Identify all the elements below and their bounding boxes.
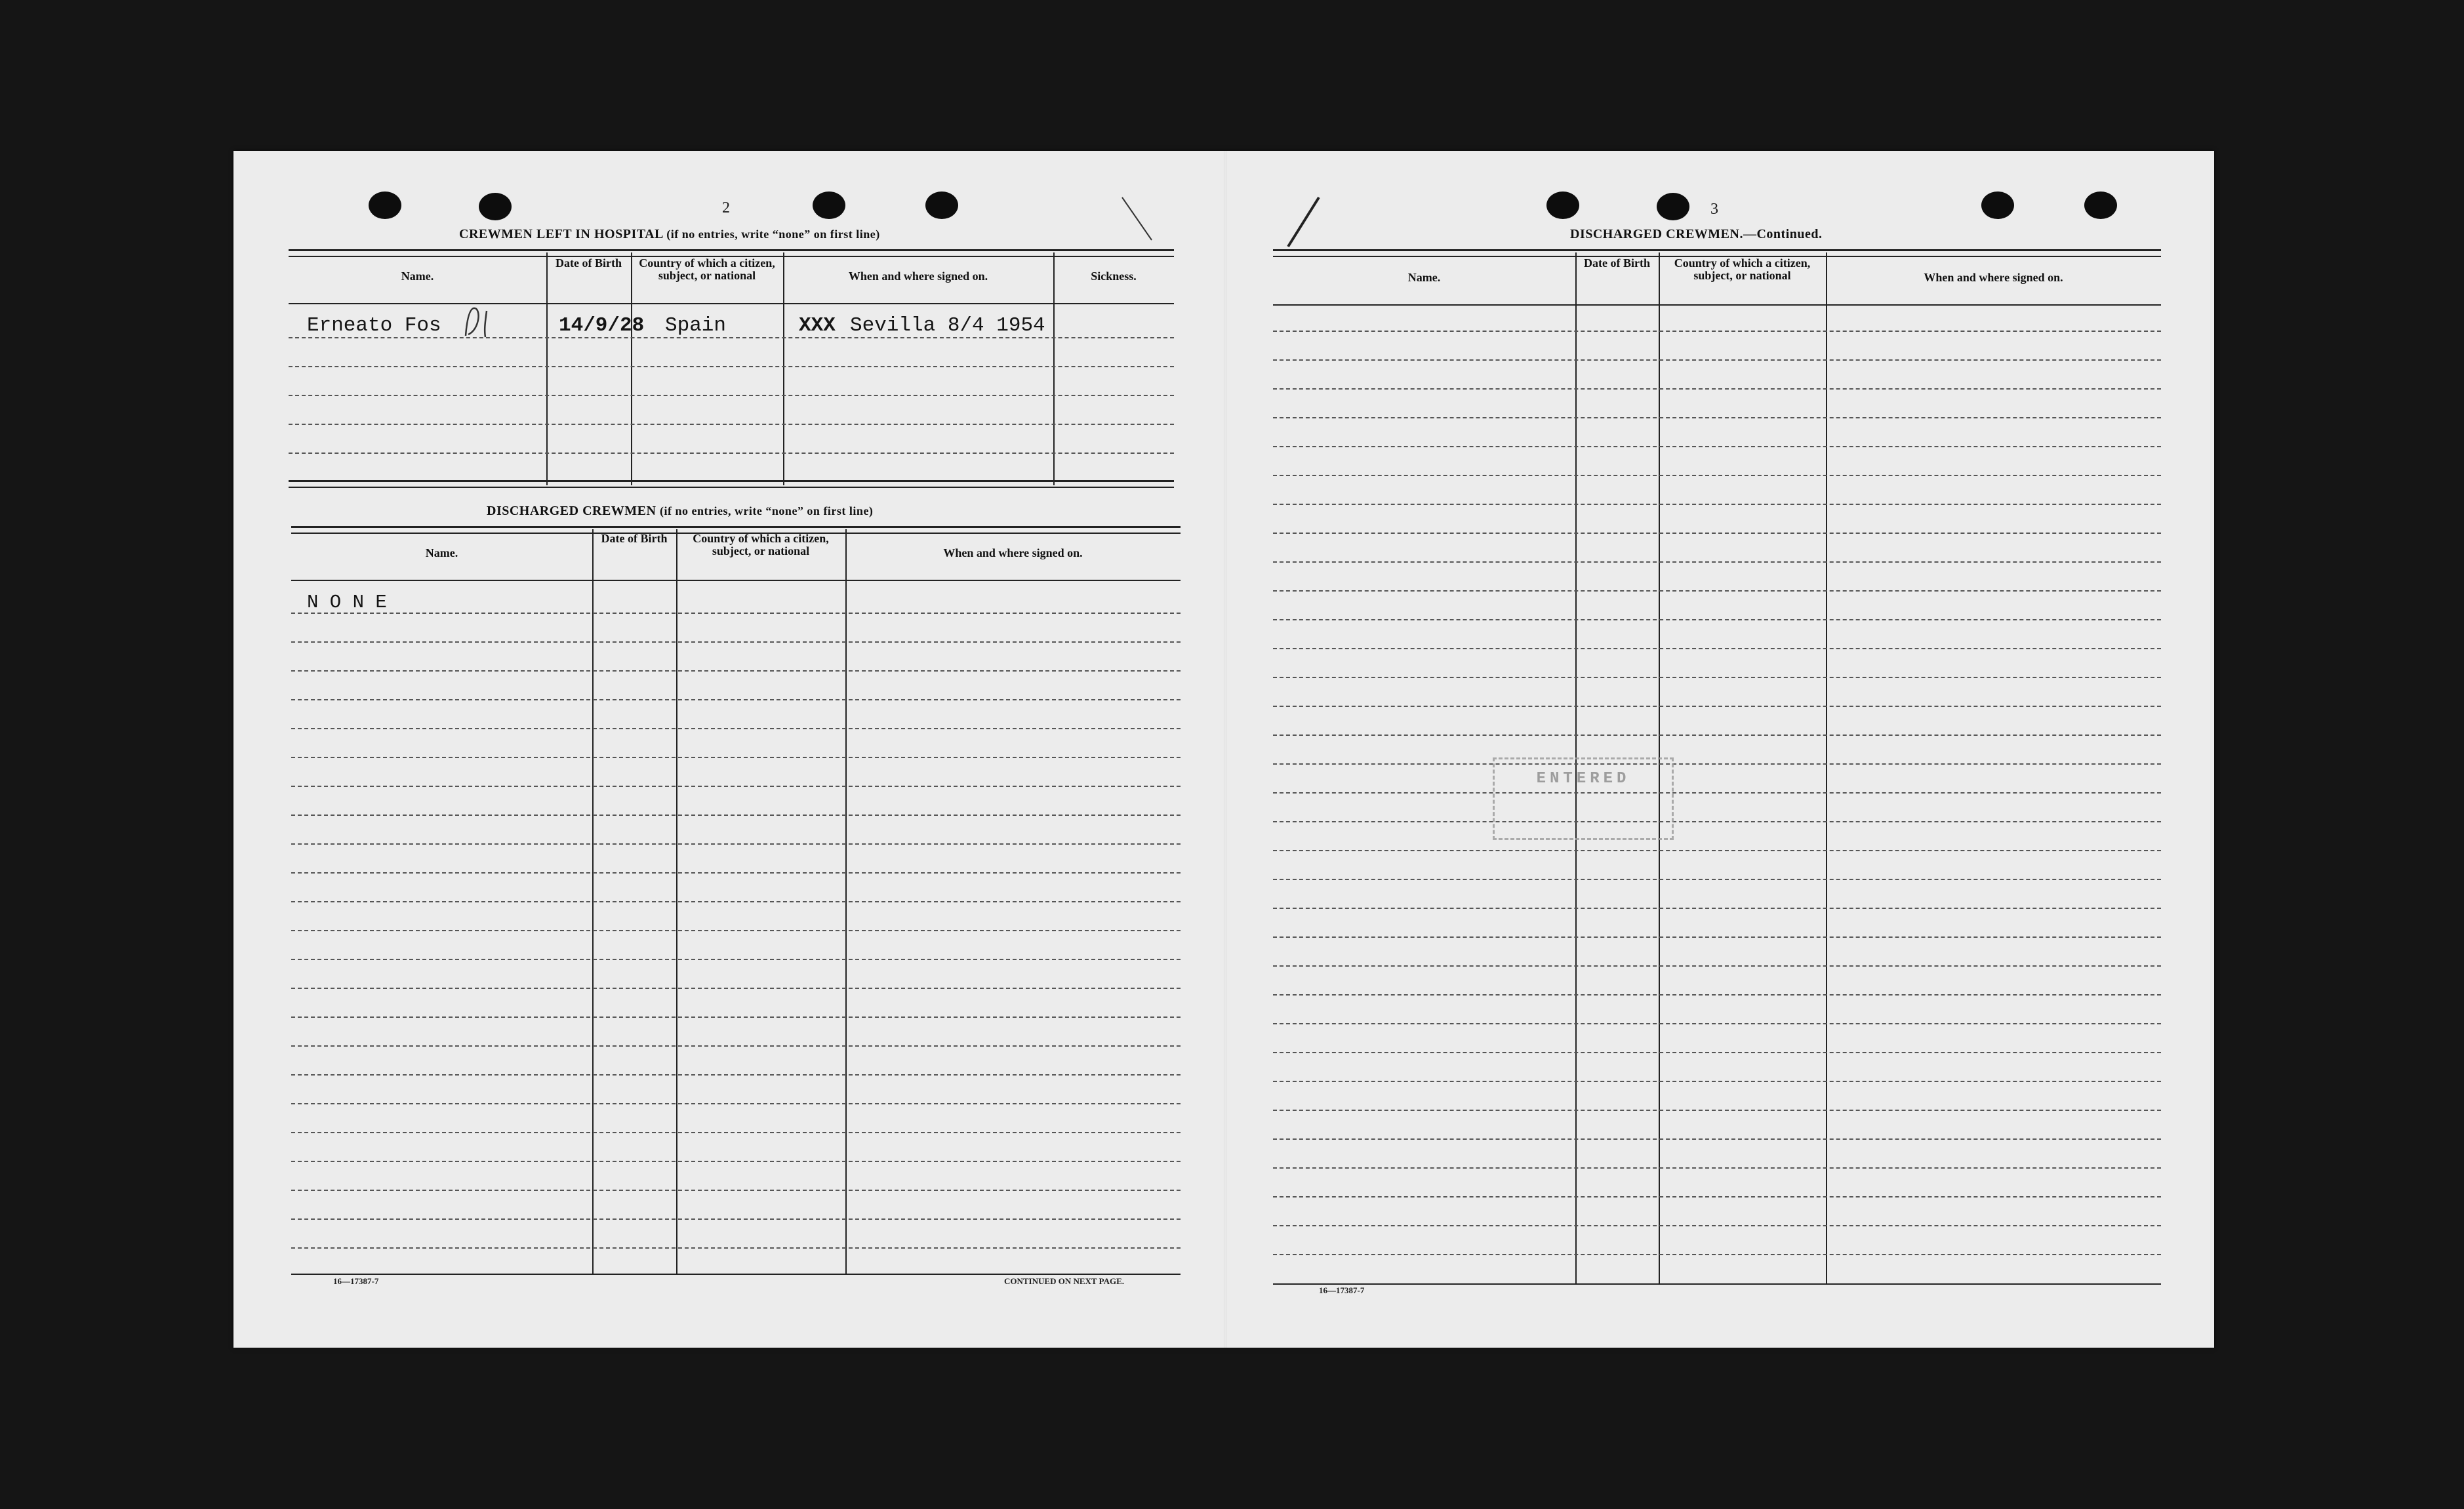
- footer-form-number-left: 16—17387-7: [333, 1276, 379, 1286]
- faded-stamp: ENTERED: [1493, 757, 1674, 840]
- ruled-line: [1273, 388, 2161, 390]
- hospital-entry-dob: 14/9/28: [559, 314, 645, 337]
- ruled-line: [291, 670, 1181, 672]
- ruled-line: [291, 641, 1181, 643]
- hospital-header-country: Country of which a citizen, subject, or national: [639, 256, 775, 282]
- punch-hole: [1657, 193, 1689, 220]
- ruled-line: [291, 1132, 1181, 1133]
- ruled-line: [1273, 533, 2161, 534]
- ruled-line: [291, 757, 1181, 758]
- footer-continued: CONTINUED ON NEXT PAGE.: [1004, 1276, 1124, 1286]
- hospital-entry-signed: Sevilla 8/4 1954: [850, 314, 1045, 337]
- ruled-line: [1273, 821, 2161, 822]
- ruled-line: [291, 1247, 1181, 1249]
- ruled-line: [1273, 1196, 2161, 1197]
- discharged-table-right: [1273, 249, 2161, 1305]
- right-section-title: DISCHARGED CREWMEN.—Continued.: [1570, 227, 1823, 241]
- ruled-line: [291, 699, 1181, 700]
- ruled-line: [291, 901, 1181, 902]
- right-header-country: Country of which a citizen, subject, or national: [1674, 256, 1811, 282]
- punch-hole: [813, 191, 845, 219]
- ruled-line: [1273, 648, 2161, 649]
- hospital-section-title: CREWMEN LEFT IN HOSPITAL (if no entries, write “none” on first line): [459, 227, 880, 241]
- ruled-line: [291, 1103, 1181, 1104]
- ruled-line: [1273, 359, 2161, 361]
- ruled-line: [291, 843, 1181, 845]
- ruled-line: [291, 1045, 1181, 1047]
- ruled-line: [1273, 417, 2161, 418]
- ruled-line: [291, 786, 1181, 787]
- ruled-line: [291, 1218, 1181, 1220]
- ruled-line: [291, 1074, 1181, 1076]
- page-number-left: 2: [722, 199, 730, 216]
- ruled-line: [1273, 879, 2161, 880]
- ruled-line: [1273, 1254, 2161, 1255]
- ruled-line: [1273, 446, 2161, 447]
- hospital-header-dob: Date of Birth: [555, 256, 622, 270]
- ruled-line: [1273, 590, 2161, 592]
- ruled-line: [1273, 792, 2161, 794]
- page-number-right: 3: [1710, 201, 1718, 218]
- right-header-dob: Date of Birth: [1584, 256, 1650, 270]
- hospital-entry-struck: XXX: [799, 314, 836, 337]
- ruled-line: [1273, 1138, 2161, 1140]
- punch-hole: [925, 191, 958, 219]
- discharged-header-dob: Date of Birth: [601, 532, 668, 545]
- ruled-line: [1273, 1167, 2161, 1169]
- hospital-header-signed: When and where signed on.: [848, 270, 988, 283]
- ruled-line: [291, 613, 1181, 614]
- page-fold: [1224, 151, 1226, 1348]
- ruled-line: [291, 872, 1181, 874]
- document-spread: [233, 151, 2214, 1348]
- punch-hole: [1981, 191, 2014, 219]
- ruled-line: [1273, 1081, 2161, 1082]
- ruled-line: [1273, 734, 2161, 736]
- punch-hole: [479, 193, 512, 220]
- punch-hole: [1546, 191, 1579, 219]
- ruled-line: [1273, 331, 2161, 332]
- hospital-header-name: Name.: [401, 270, 434, 283]
- ruled-line: [291, 959, 1181, 960]
- ruled-line: [1273, 1225, 2161, 1226]
- pen-mark: [1119, 194, 1158, 247]
- discharged-header-name: Name.: [425, 546, 458, 559]
- footer-form-number-right: 16—17387-7: [1319, 1285, 1365, 1295]
- ruled-line: [291, 930, 1181, 931]
- discharged-header-signed: When and where signed on.: [943, 546, 1083, 559]
- ruled-line: [1273, 994, 2161, 996]
- ruled-line: [1273, 908, 2161, 909]
- ruled-line: [1273, 706, 2161, 707]
- ruled-line: [291, 815, 1181, 816]
- ruled-line: [1273, 850, 2161, 851]
- ruled-line: [1273, 1023, 2161, 1024]
- ruled-line: [1273, 1110, 2161, 1111]
- ruled-line: [291, 1016, 1181, 1018]
- right-header-name: Name.: [1407, 271, 1441, 284]
- ruled-line: [291, 1161, 1181, 1162]
- ruled-line: [291, 728, 1181, 729]
- hospital-entry-country: Spain: [665, 314, 727, 337]
- discharged-none-entry: N O N E: [307, 592, 387, 613]
- ruled-line: [1273, 677, 2161, 678]
- ruled-line: [1273, 936, 2161, 938]
- ruled-line: [1273, 763, 2161, 765]
- ruled-line: [1273, 504, 2161, 505]
- ruled-line: [1273, 475, 2161, 476]
- ruled-line: [1273, 965, 2161, 967]
- discharged-header-country: Country of which a citizen, subject, or national: [693, 532, 829, 557]
- ruled-line: [1273, 1052, 2161, 1053]
- punch-hole: [2084, 191, 2117, 219]
- punch-hole: [369, 191, 401, 219]
- ruled-line: [291, 988, 1181, 989]
- ruled-line: [291, 1190, 1181, 1191]
- ruled-line: [1273, 561, 2161, 563]
- discharged-section-title: DISCHARGED CREWMEN (if no entries, write “none” on first line): [487, 504, 874, 518]
- handwritten-initials: [460, 303, 506, 342]
- pen-mark: [1283, 194, 1329, 253]
- hospital-header-sickness: Sickness.: [1091, 270, 1137, 283]
- right-header-signed: When and where signed on.: [1924, 271, 2063, 284]
- ruled-line: [1273, 619, 2161, 620]
- discharged-table-left: [291, 526, 1181, 1300]
- hospital-entry-name: Erneato Fos: [307, 314, 441, 337]
